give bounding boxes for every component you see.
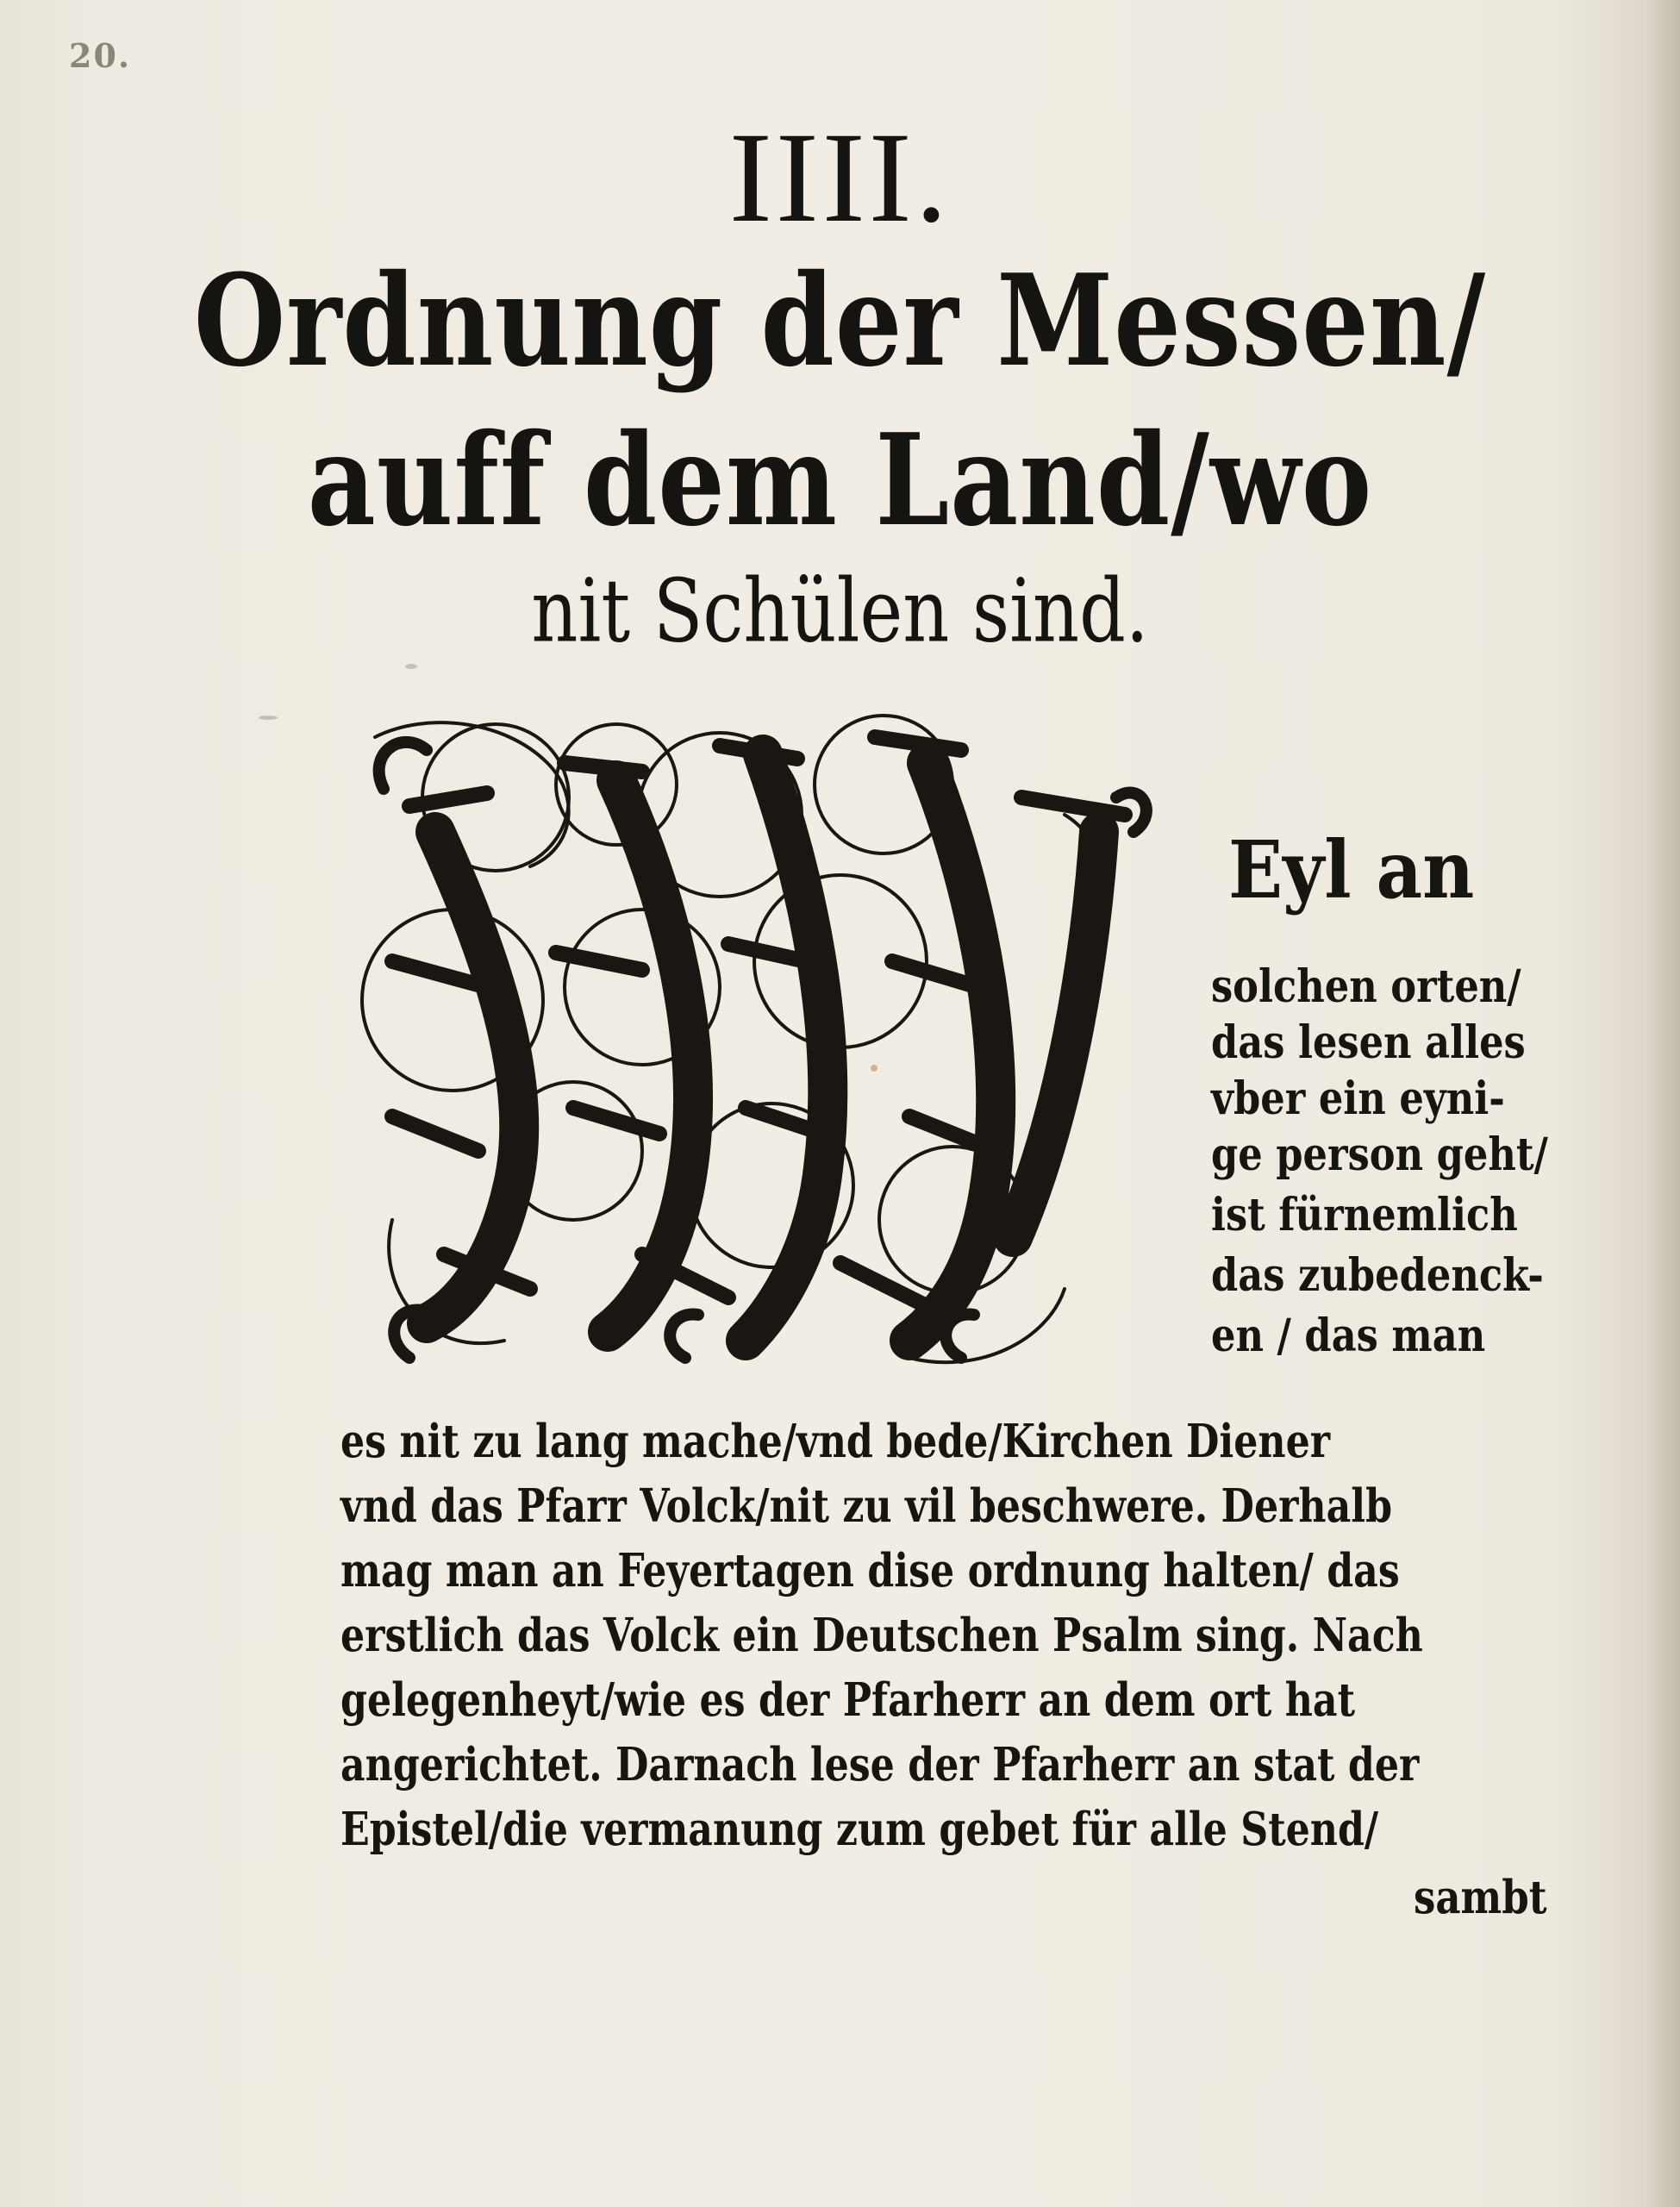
side-line-4: ge person geht/ bbox=[1211, 1129, 1548, 1181]
body-line-7: Epistel/die vermanung zum gebet für alle Stend/ bbox=[340, 1803, 1379, 1856]
initial-first-line: Eyl an bbox=[1228, 823, 1475, 916]
body-line-2: vnd das Pfarr Volck/nit zu vil beschwere. Derhalb bbox=[340, 1479, 1393, 1533]
decorated-initial-art bbox=[358, 703, 1177, 1384]
chapter-number: IIII. bbox=[728, 106, 952, 249]
decorated-initial bbox=[358, 703, 1177, 1384]
body-line-1: es nit zu lang mache/vnd bede/Kirchen Diener bbox=[340, 1415, 1331, 1468]
side-line-2: das lesen alles bbox=[1211, 1016, 1526, 1069]
side-line-6: das zubedenck- bbox=[1211, 1249, 1544, 1302]
body-line-6: angerichtet. Darnach lese der Pfarherr an stat der bbox=[340, 1738, 1420, 1791]
title-line-3: nit Schülen sind. bbox=[531, 560, 1149, 662]
title-line-2: auff dem Land/wo bbox=[307, 405, 1373, 554]
paper-speck bbox=[405, 664, 417, 669]
body-line-4: erstlich das Volck ein Deutschen Psalm sing. Nach bbox=[340, 1609, 1423, 1662]
paper-speck bbox=[871, 1065, 877, 1072]
catchword: sambt bbox=[1414, 1871, 1547, 1924]
side-line-1: solchen orten/ bbox=[1211, 960, 1521, 1013]
folio-number: 20. bbox=[69, 36, 132, 75]
side-line-3: vber ein eyni- bbox=[1211, 1072, 1505, 1125]
side-line-5: ist fürnemlich bbox=[1211, 1189, 1518, 1241]
paper-speck bbox=[259, 716, 278, 720]
body-line-3: mag man an Feyertagen dise ordnung halten/ das bbox=[340, 1544, 1400, 1597]
title-line-1: Ordnung der Messen/ bbox=[193, 246, 1487, 395]
body-line-5: gelegenheyt/wie es der Pfarherr an dem ort hat bbox=[340, 1673, 1356, 1727]
side-line-7: en / das man bbox=[1211, 1310, 1486, 1362]
